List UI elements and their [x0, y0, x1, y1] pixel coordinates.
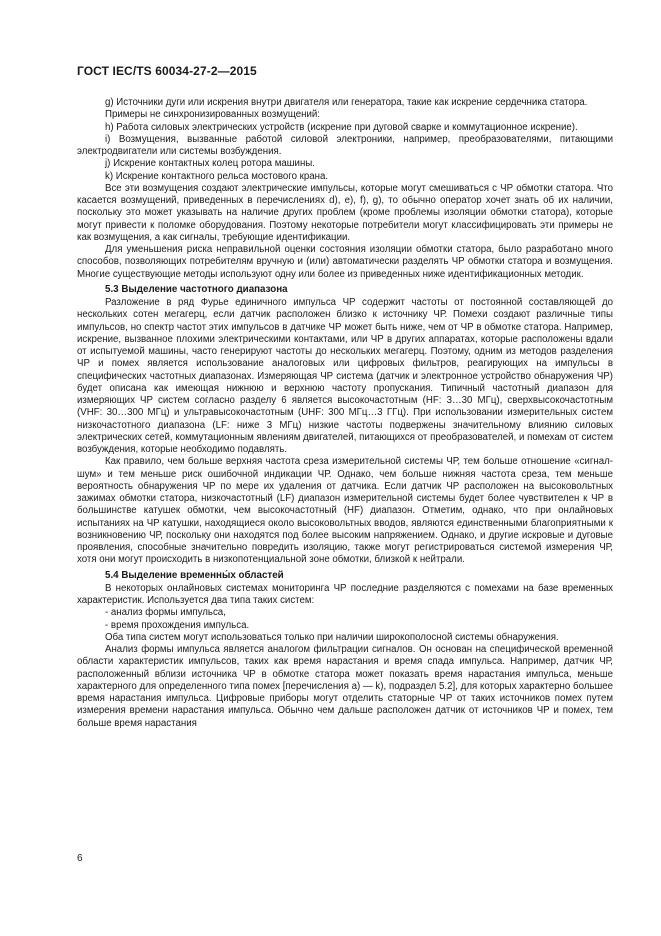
paragraph: Для уменьшения риска неправильной оценки состояния изоляции обмотки статора, было разработано много способов, позволяющих потребителям вручную и (или) автоматически разделять ЧР обмотки статора и возмущения. Многие существующие методы используют одну или более из приведенных ниже идентификационных методик. [77, 244, 613, 280]
list-item-i: i) Возмущения, вызванные работой силовой электроники, например, преобразователями, питающими электродвигатели или системы возбуждения. [77, 133, 613, 157]
list-item: - время прохождения импульса. [105, 619, 250, 631]
document-header: ГОСТ IEC/TS 60034-27-2—2015 [77, 64, 257, 78]
paragraph: В некоторых онлайновых системах мониторинга ЧР последние разделяются с помехами на базе временных характеристик. Используется два типа таких систем: [77, 582, 613, 606]
paragraph: Все эти возмущения создают электрические импульсы, которые могут смешиваться с ЧР обмотки статора. Что касается возмущений, приведенных в перечислениях d), e), f), g), то обычно оператор хочет знать об их наличии, поскольку это может указывать на наличие других проблем (кроме проблемы изоляции обмотки статора), которые могут привести к поломке оборудования. Поэтому некоторые потребители могут классифицировать эти примеры не как возмущения, а как сигналы, требующие идентификации. [77, 182, 613, 243]
list-item-g: g) Источники дуги или искрения внутри двигателя или генератора, такие как искрение сердечника статора. [105, 97, 588, 108]
section-heading-5-4: 5.4 Выделение временны́х областей [105, 569, 284, 581]
list-item-h: h) Работа силовых электрических устройств (искрение при дуговой сварке и коммутационное искрение). [105, 121, 578, 133]
paragraph: Оба типа систем могут использоваться только при наличии широкополосной системы обнаружения. [105, 631, 559, 643]
page-body [77, 97, 613, 730]
page-number: 6 [77, 853, 83, 864]
paragraph: Как правило, чем больше верхняя частота среза измерительной системы ЧР, тем больше отношение «сигнал-шум» и тем меньше риск ошибочной индикации ЧР. Однако, чем больше нижняя частота среза, тем меньше вероятность обнаружения ЧР по мере их удаления от датчика. Если датчик ЧР расположен на высоковольтных зажимах обмотки статора, низкочастотный (LF) диапазон измерительной системы будет более чувствителен к ЧР в большинстве катушек обмотки, чем высокочастотный (HF) диапазон. Отметим, однако, что при онлайновых испытаниях на ЧР катушки, находящиеся около высоковольтных вводов, являются единственными благоприятными к возникновению ЧР, поскольку они находятся под более высоким напряжением. Однако, и другие искровые и дуговые проявления, способные значительно повредить изоляцию, также могут регистрироваться системой измерения ЧР, хотя они могут происходить в низкопотенциальной зоне обмотки, близкой к нейтрали. [77, 456, 613, 566]
list-item-k: k) Искрение контактного рельса мостового крана. [105, 170, 329, 182]
list-item: - анализ формы импульса, [105, 607, 226, 619]
list-item-j: j) Искрение контактных колец ротора машины. [105, 158, 315, 170]
examples-intro: Примеры не синхронизированных возмущений: [105, 109, 321, 121]
section-heading-5-3: 5.3 Выделение частотного диапазона [105, 283, 288, 295]
paragraph: Разложение в ряд Фурье единичного импульса ЧР содержит частоты от постоянной составляющей до нескольких сотен мегагерц, если датчик расположен близко к источнику ЧР. Помехи создают различные типы импульсов, но спектр частот этих импульсов в датчике ЧР может быть ниже, чем от ЧР в обмотке статора. Например, искрение, вызванное плохими электрическими контактами, или ЧР в других аппаратах, которые расположены вдали от испытуемой машины, часто генерируют частоты до нескольких мегагерц. Поэтому, одним из методов разделения ЧР и помех является использование аналоговых или цифровых фильтров, реагирующих на импульсы в специфических частотных диапазонах. Измеряющая ЧР система (датчик и электронное устройство обнаружения ЧР) будет описана как имеющая нижнюю и верхнюю частоту пропускания. Типичный частотный диапазон для измеряющих ЧР систем согласно разделу 6 является высокочастотным (HF: 3…30 МГц), сверхвысокочастотным (VHF: 30…300 МГц) и ультравысокочастотным (UHF: 300 МГц…3 ГГц). При использовании измерительных систем низкочастотного диапазона (LF: ниже 3 МГц) низкие частоты подвержены значительному влиянию силовых электрических сетей, коммутационным явлениям двигателей, питающихся от преобразователей, и помехам от систем возбуждения, которые необходимо подавлять. [77, 297, 613, 455]
paragraph: Анализ формы импульса является аналогом фильтрации сигналов. Он основан на специфической временной области характеристик импульсов, таких как время нарастания и время спада импульса. Например, датчик ЧР, расположенный вблизи источника ЧР в обмотке статора может показать время нарастания импульса, меньше характерного для определенного типа помех [перечисления a) — k), подраздел 5.2], для которых характерно большее время нарастания импульса. Цифровые приборы могут отделить статорные ЧР от таких источников помех путем измерения времени нарастания импульса. Обычно чем дальше расположен датчик от источников ЧР и помех, тем больше время нарастания [77, 644, 613, 729]
